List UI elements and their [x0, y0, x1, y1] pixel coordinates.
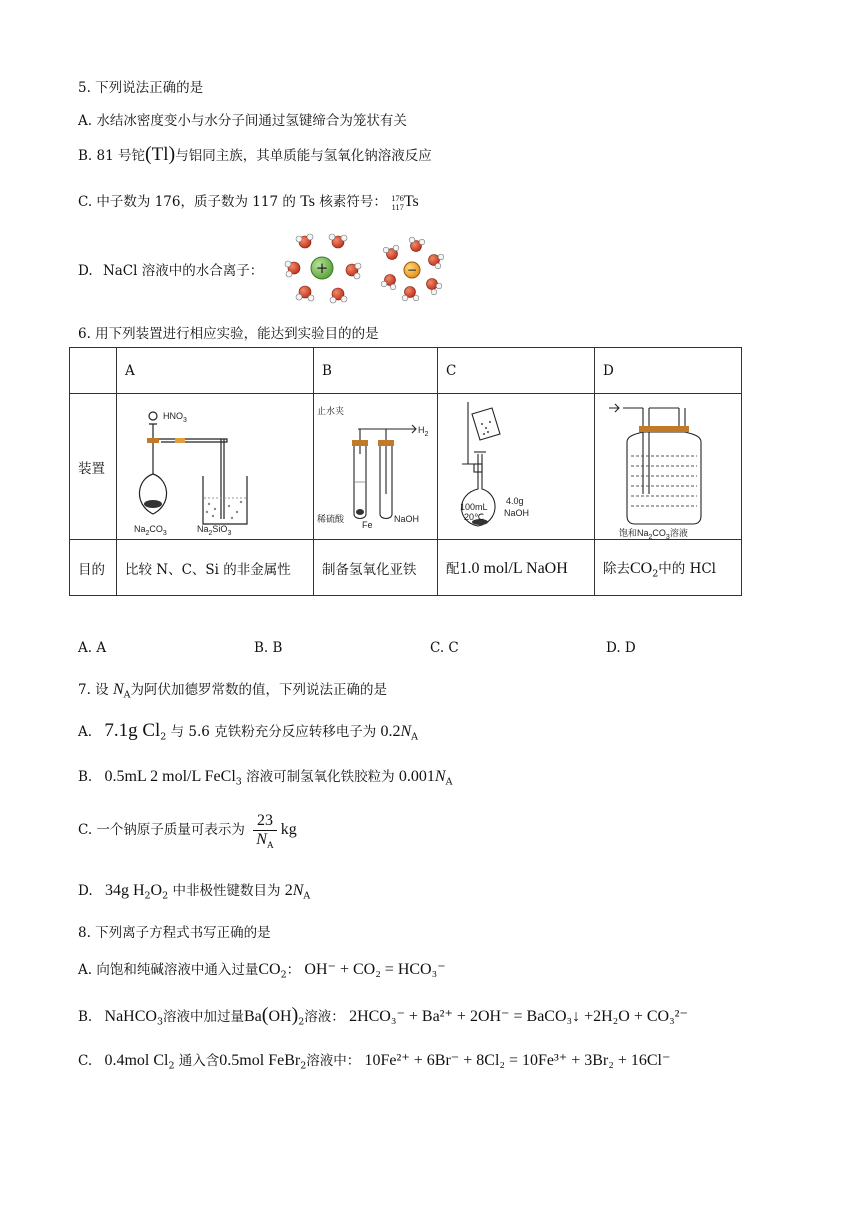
label-volume: 100mL	[460, 502, 488, 512]
purpose-c: 配1.0 mol/L NaOH	[438, 540, 595, 596]
apparatus-c	[438, 394, 595, 540]
label-na2sio3: $Na_2SiO_3$	[197, 524, 232, 537]
q8-option-c: C. 0.4mol $Cl_2$ 通入含0.5mol FeBr$_2$溶液中： 10Fe²⁺ + 6Br⁻ + 8Cl₂ = 10Fe³⁺ + 3Br₂ + 16Cl⁻	[78, 1052, 671, 1072]
label-clamp: 止水夹	[317, 406, 345, 416]
purpose-d: 除去$CO_2$中的 HCl	[595, 540, 742, 596]
svg-text:−: −	[406, 263, 418, 277]
nuclide-numbers: 176 117	[391, 192, 404, 212]
label-dilute-acid: 稀硫酸	[317, 514, 345, 524]
header-b: B	[314, 348, 438, 394]
table-row	[70, 540, 742, 596]
q7-option-b: B. 0.5mL 2 mol/L FeCl$_3$ 溶液可制氢氧化铁胶粒为 $0.001N_A$	[78, 768, 453, 788]
q5-option-d: D. NaCl 溶液中的水合离子：	[78, 263, 264, 279]
q6-answer-choices	[78, 640, 778, 660]
apparatus-a-diagram	[117, 394, 313, 539]
apparatus-b	[314, 394, 438, 540]
apparatus-b-diagram	[314, 394, 437, 539]
table-row	[70, 348, 742, 394]
row-label-purpose: 目的	[70, 540, 117, 596]
thallium-symbol: Tl	[151, 144, 169, 165]
experiment-table	[69, 347, 742, 596]
purpose-a: 比较 N、C、Si 的非金属性	[117, 540, 314, 596]
label-mass: 4.0g	[506, 496, 524, 506]
label-na2co3: $Na_2CO_3$	[134, 524, 167, 537]
q7-option-c: C. 一个钠原子质量可表示为 $\frac{23}{N_A}$ kg	[78, 812, 297, 852]
label-saturated-na2co3: 饱和$Na_2CO_3$溶液	[619, 528, 688, 539]
apparatus-c-diagram	[438, 394, 594, 539]
label-temperature: 20℃	[464, 512, 485, 522]
q8-option-b: B. NaHCO$_3$溶液中加过量$Ba(OH)_2$溶液： 2HCO₃⁻ + Ba²⁺ + 2OH⁻ = BaCO₃↓ +2H₂O + CO₃²⁻	[78, 1004, 688, 1028]
apparatus-d-diagram	[595, 394, 741, 539]
q5-stem: 5. 下列说法正确的是	[78, 80, 204, 96]
q8-stem: 8. 下列离子方程式书写正确的是	[78, 925, 271, 941]
choice-a[interactable]: A. A	[78, 640, 107, 656]
label-fe: Fe	[362, 520, 373, 530]
hydrated-ions-illustration	[280, 230, 460, 306]
choice-c[interactable]: C. C	[430, 640, 459, 656]
svg-text:+: +	[315, 259, 329, 277]
row-label-device: 装置	[70, 394, 117, 540]
label-naoh: NaOH	[394, 514, 420, 524]
sodium-hydrated-ion-icon	[285, 234, 361, 303]
header-d: D	[595, 348, 742, 394]
q6-stem: 6. 用下列装置进行相应实验，能达到实验目的的是	[78, 326, 379, 342]
purpose-b: 制备氢氧化亚铁	[314, 540, 438, 596]
apparatus-a	[117, 394, 314, 540]
header-a: A	[117, 348, 314, 394]
label-naoh-c: NaOH	[504, 508, 530, 518]
q7-option-d: D. 34g $H_2O_2$ 中非极性键数目为 $2N_A$	[78, 882, 311, 902]
q7-option-a: A. 7.1g $Cl_2$ 与 5.6 克铁粉充分反应转移电子为 $0.2N_A$	[78, 720, 419, 743]
mass-fraction: $\frac{23}{N_A}$	[253, 812, 277, 849]
choice-d[interactable]: D. D	[606, 640, 636, 656]
table-row	[70, 394, 742, 540]
q5-option-a: A. 水结冰密度变小与水分子间通过氢键缔合为笼状有关	[78, 113, 407, 129]
q8-option-a: A. 向饱和纯碱溶液中通入过量$CO_2$： OH⁻ + CO₂ = HCO₃⁻	[78, 961, 446, 981]
label-hno3: $HNO_3$	[163, 411, 187, 424]
q7-stem: 7. 设 $N_A$为阿伏加德罗常数的值，下列说法正确的是	[78, 681, 388, 701]
choice-b[interactable]: B. B	[254, 640, 283, 656]
header-c: C	[438, 348, 595, 394]
apparatus-d	[595, 394, 742, 540]
chloride-hydrated-ion-icon	[381, 237, 444, 301]
q5-option-b: B. 81 号铊(Tl)与铝同主族，其单质能与氢氧化钠溶液反应	[78, 143, 432, 165]
q5-option-c: C. 中子数为 176，质子数为 117 的 Ts 核素符号： 176 117 Ts	[78, 192, 419, 212]
label-h2: $H_2$	[418, 425, 429, 438]
